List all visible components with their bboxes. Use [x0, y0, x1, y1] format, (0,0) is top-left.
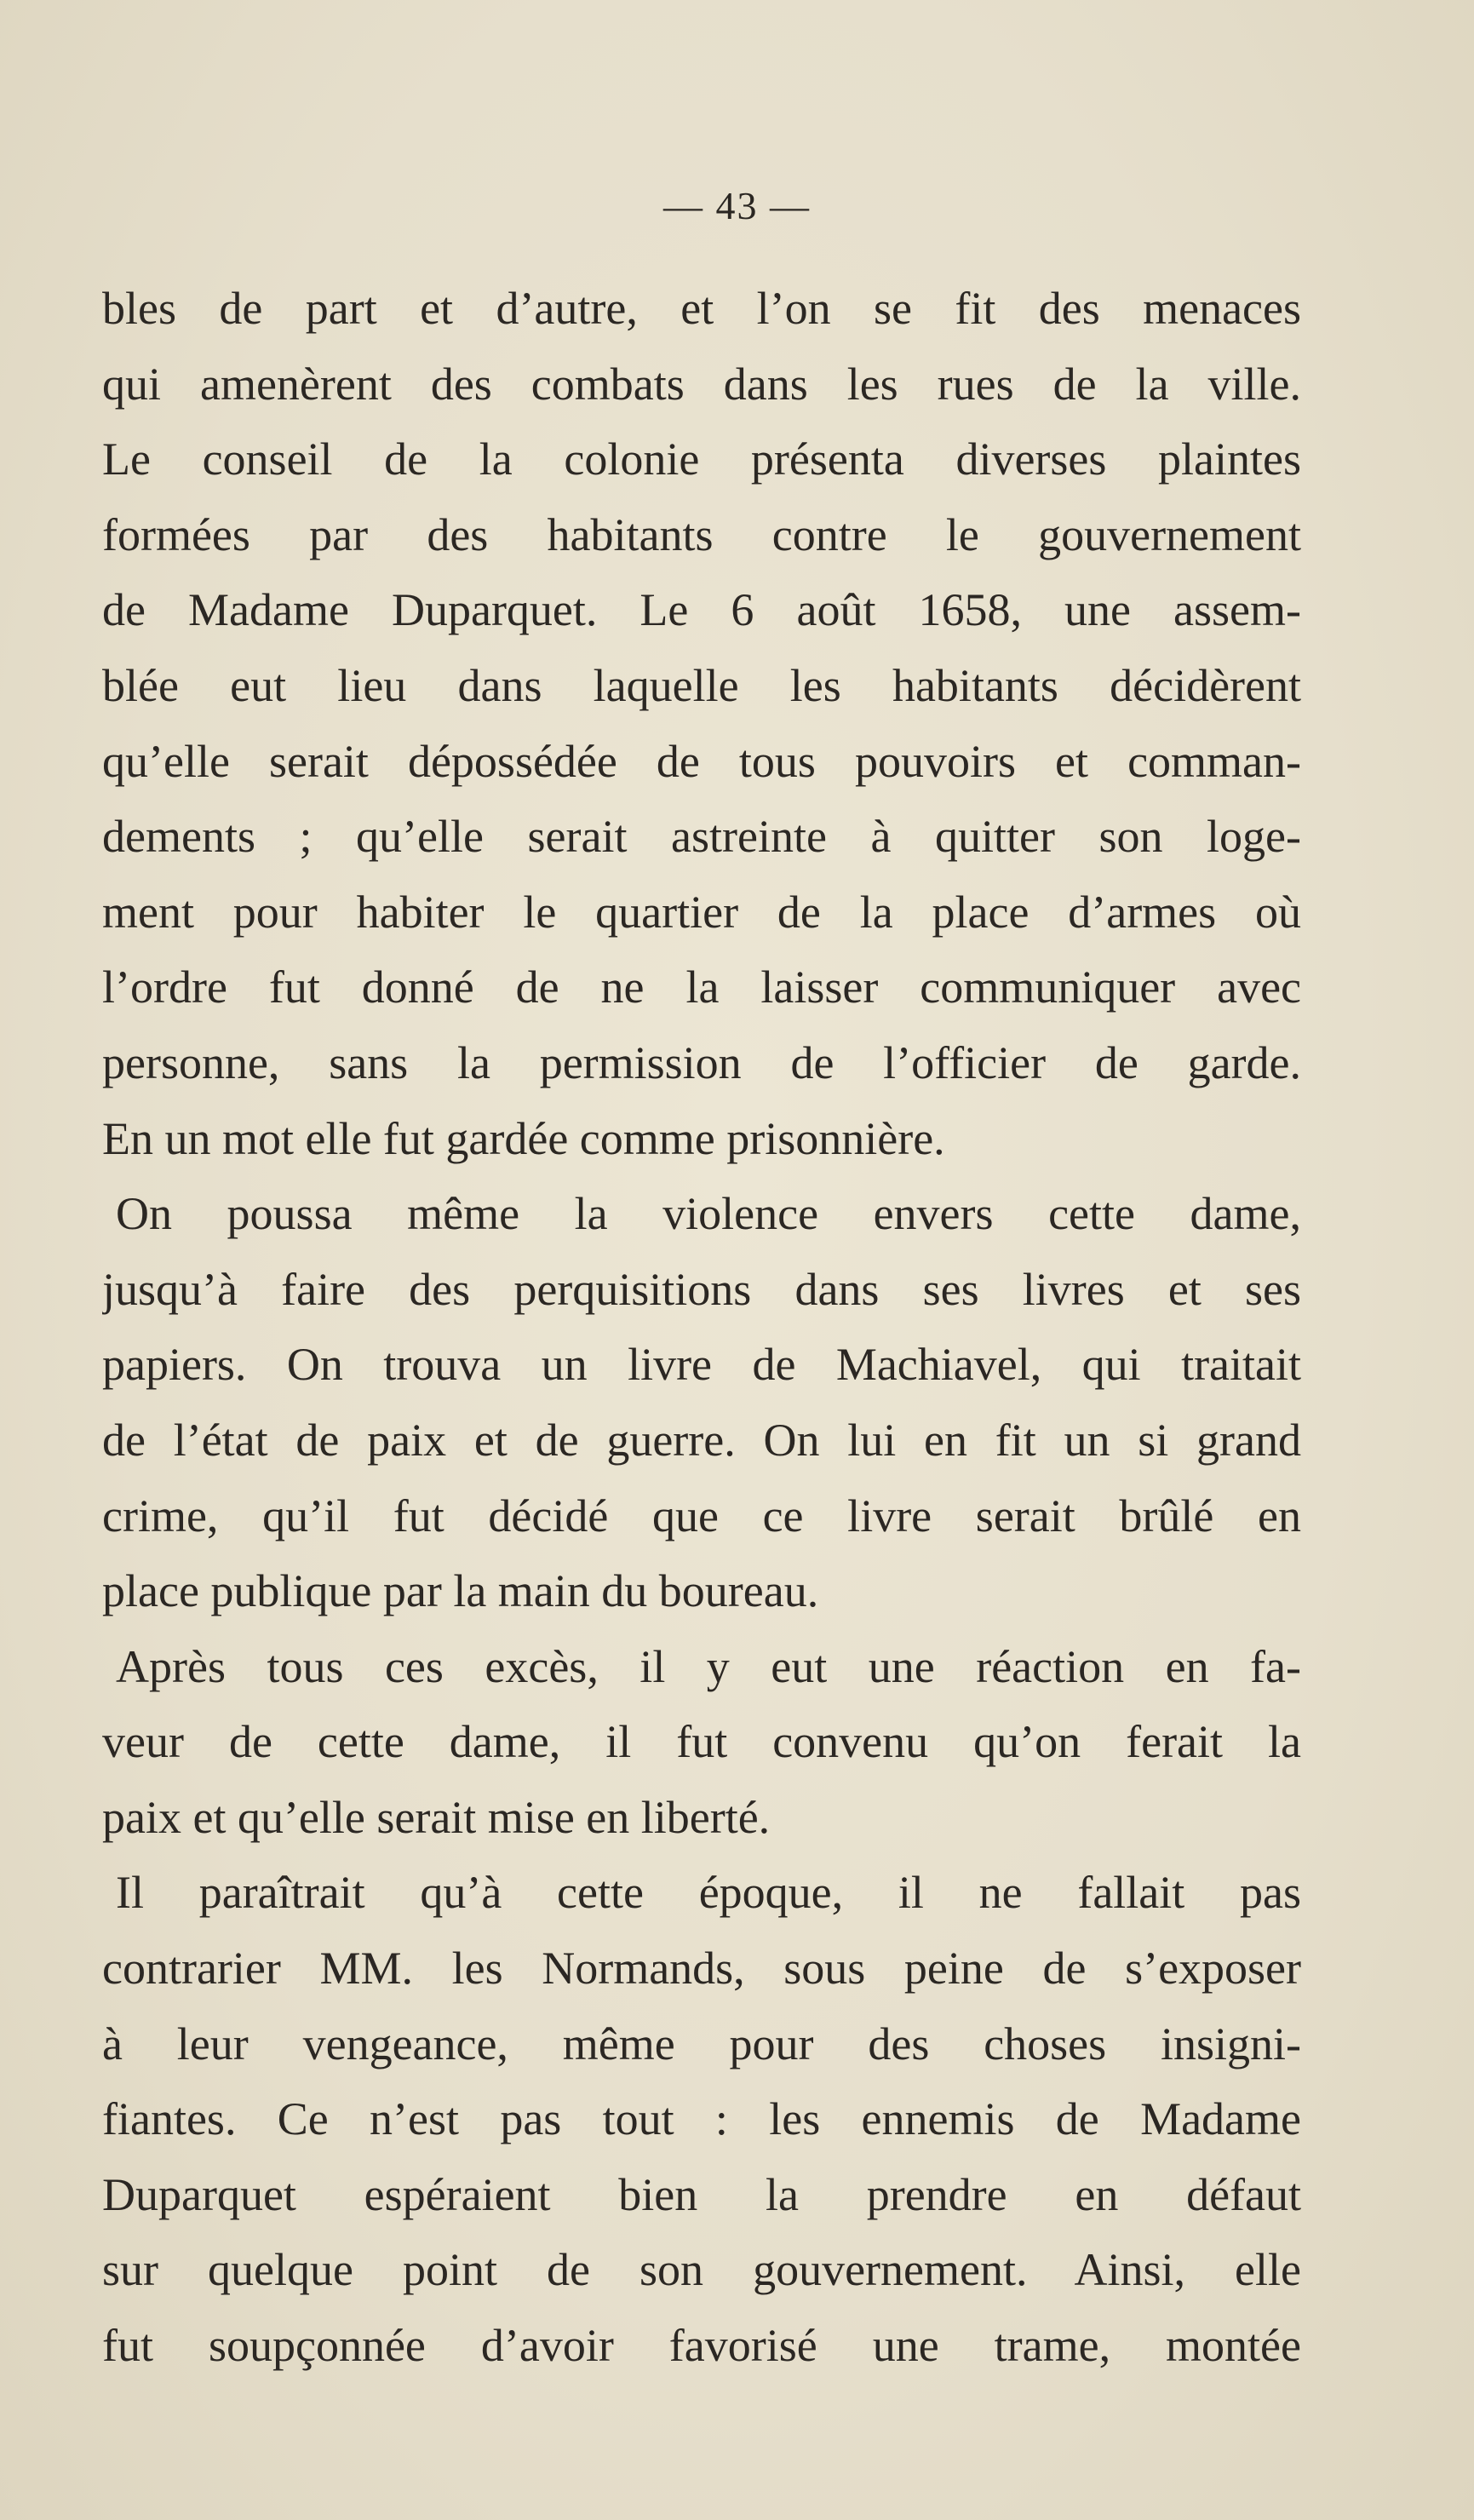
- text-line: Duparquet espéraient bien la prendre en défaut: [102, 2168, 1301, 2220]
- text-line: qui amenèrent des combats dans les rues de la ville.: [102, 358, 1301, 410]
- text-line: sur quelque point de son gouvernement. Ainsi, elle: [102, 2244, 1301, 2296]
- text-line: à leur vengeance, même pour des choses insigni-: [102, 2018, 1301, 2069]
- text-line: ment pour habiter le quartier de la place d’armes où: [102, 886, 1301, 938]
- text-line: fiantes. Ce n’est pas tout : les ennemis de Madame: [102, 2093, 1301, 2145]
- text-line: dements ; qu’elle serait astreinte à quitter son loge-: [102, 811, 1301, 863]
- text-line: l’ordre fut donné de ne la laisser communiquer avec: [102, 962, 1301, 1013]
- text-line: qu’elle serait dépossédée de tous pouvoirs et comman-: [102, 735, 1301, 787]
- text-line: papiers. On trouva un livre de Machiavel, qui traitait: [102, 1339, 1301, 1391]
- text-line: blée eut lieu dans laquelle les habitants décidèrent: [102, 659, 1301, 711]
- body-text: [102, 271, 1301, 2384]
- text-line: jusqu’à faire des perquisitions dans ses livres et ses: [102, 1263, 1301, 1315]
- text-line: contrarier MM. les Normands, sous peine de s’exposer: [102, 1943, 1301, 1995]
- text-line: de l’état de paix et de guerre. On lui en fit un si grand: [102, 1414, 1301, 1466]
- text-line: crime, qu’il fut décidé que ce livre serait brûlé en: [102, 1490, 1301, 1541]
- text-line: formées par des habitants contre le gouvernement: [102, 508, 1301, 560]
- text-line: de Madame Duparquet. Le 6 août 1658, une assem-: [102, 584, 1301, 636]
- text-line: fut soupçonnée d’avoir favorisé une trame, montée: [102, 2320, 1301, 2372]
- page-number: — 43 —: [663, 184, 811, 227]
- text-line: bles de part et d’autre, et l’on se fit des menaces: [102, 283, 1301, 334]
- text-line: paix et qu’elle serait mise en liberté.: [102, 1791, 771, 1843]
- text-line: En un mot elle fut gardée comme prisonnière.: [102, 1112, 945, 1164]
- text-line: veur de cette dame, il fut convenu qu’on ferait la: [102, 1716, 1301, 1768]
- text-line: Le conseil de la colonie présenta diverses plaintes: [102, 433, 1301, 485]
- text-line: place publique par la main du boureau.: [102, 1565, 819, 1617]
- text-line: personne, sans la permission de l’officier de garde.: [102, 1036, 1301, 1088]
- text-line: Après tous ces excès, il y eut une réaction en fa-: [116, 1640, 1301, 1692]
- text-line: Il paraîtrait qu’à cette époque, il ne fallait pas: [116, 1867, 1301, 1919]
- text-line: On poussa même la violence envers cette dame,: [116, 1188, 1301, 1240]
